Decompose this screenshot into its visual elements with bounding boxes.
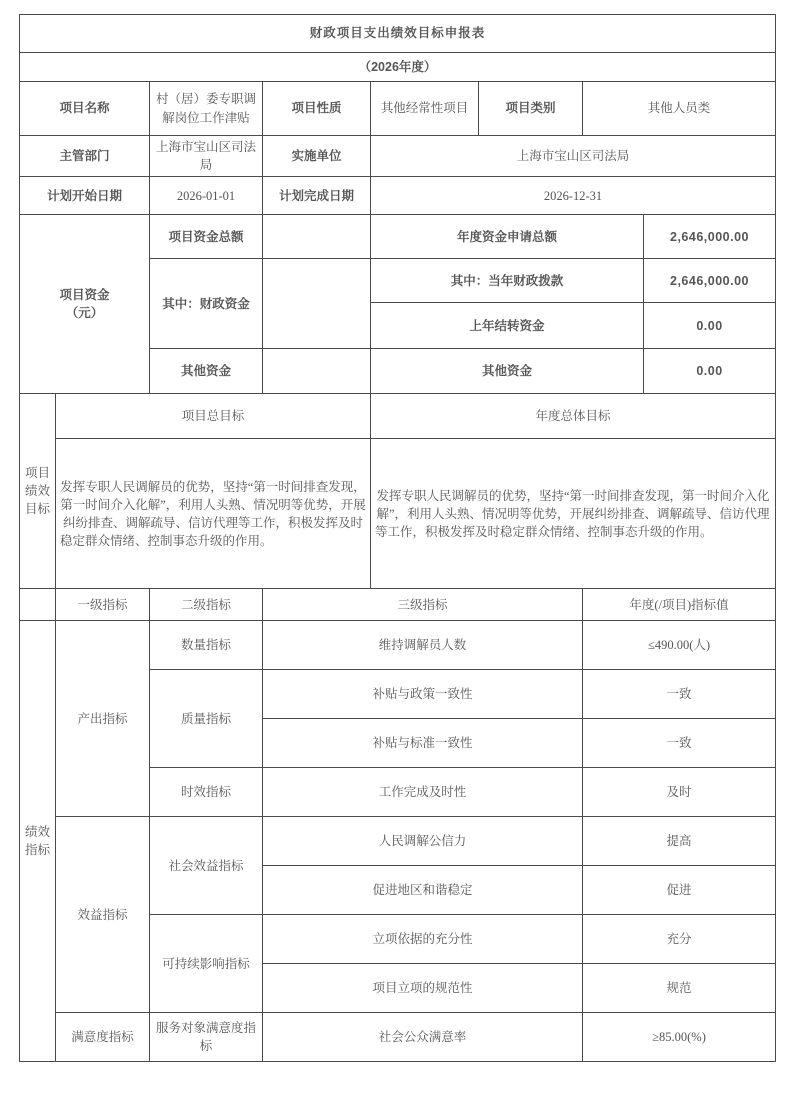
current-year-appropriation-label: 其中：当年财政拨款: [371, 259, 644, 303]
indicator-level3: 促进地区和谐稳定: [263, 866, 583, 915]
fiscal-funds-value: [263, 259, 371, 349]
title-row: [20, 15, 776, 53]
funding-total-row: [20, 215, 776, 259]
funding-total-value: [263, 215, 371, 259]
indicator-level3: 补贴与政策一致性: [263, 670, 583, 719]
indicator-level3: 人民调解公信力: [263, 817, 583, 866]
indicator-value: 一致: [583, 670, 776, 719]
indicator-level3: 社会公众满意率: [263, 1013, 583, 1062]
indicator-side-spacer: [20, 589, 56, 621]
annual-goal-header: 年度总体目标: [371, 394, 776, 439]
annual-request-label: 年度资金申请总额: [371, 215, 644, 259]
indicator-level2: 质量指标: [150, 670, 263, 768]
planned-end-value: 2026-12-31: [371, 177, 776, 215]
project-nature-label: 项目性质: [263, 82, 371, 136]
project-category-label: 项目类别: [479, 82, 583, 136]
funding-section-label-line2: （元）: [65, 306, 104, 321]
indicator-value: 提高: [583, 817, 776, 866]
supervising-dept-label: 主管部门: [20, 136, 150, 177]
indicator-level3: 立项依据的充分性: [263, 915, 583, 964]
carryover-label: 上年结转资金: [371, 303, 644, 349]
indicator-row: [20, 817, 776, 866]
goal-header-row: [20, 394, 776, 439]
indicator-level2: 可持续影响指标: [150, 915, 263, 1013]
indicator-value: 规范: [583, 964, 776, 1013]
project-nature-value: 其他经常性项目: [371, 82, 479, 136]
indicator-value: 一致: [583, 719, 776, 768]
indicator-level3: 维持调解员人数: [263, 621, 583, 670]
performance-goals-side-label: 项目绩效目标: [20, 394, 56, 589]
page-subtitle: （2026年度）: [20, 53, 776, 82]
indicator-header-level3: 三级指标: [263, 589, 583, 621]
indicator-row: [20, 621, 776, 670]
indicator-level1: 效益指标: [56, 817, 150, 1013]
planned-start-value: 2026-01-01: [150, 177, 263, 215]
indicator-level3: 项目立项的规范性: [263, 964, 583, 1013]
planned-date-row: [20, 177, 776, 215]
indicator-level1: 产出指标: [56, 621, 150, 817]
indicator-level2: 数量指标: [150, 621, 263, 670]
project-name-row: [20, 82, 776, 136]
annual-goal-text: 发挥专职人民调解员的优势，坚持“第一时间排查发现，第一时间介入化解”，利用人头熟、情况明等优势，开展纠纷排查、调解疏导、信访代理等工作，积极发挥及时稳定群众情绪、控制事态升级的作用。: [371, 439, 776, 589]
goal-text-row: [20, 439, 776, 589]
indicator-level3: 工作完成及时性: [263, 768, 583, 817]
other-funds-value: [263, 349, 371, 394]
carryover-value: 0.00: [644, 303, 776, 349]
other-funds-value-right: 0.00: [644, 349, 776, 394]
annual-request-value: 2,646,000.00: [644, 215, 776, 259]
supervising-dept-row: [20, 136, 776, 177]
implementing-unit-value: 上海市宝山区司法局: [371, 136, 776, 177]
indicator-header-level1: 一级指标: [56, 589, 150, 621]
indicator-value: ≥85.00(%): [583, 1013, 776, 1062]
supervising-dept-value: 上海市宝山区司法局: [150, 136, 263, 177]
other-funds-label: 其他资金: [150, 349, 263, 394]
indicator-body: [20, 621, 776, 1062]
indicator-value: 及时: [583, 768, 776, 817]
planned-end-label: 计划完成日期: [263, 177, 371, 215]
indicator-value: 促进: [583, 866, 776, 915]
indicator-level1: 满意度指标: [56, 1013, 150, 1062]
indicator-level2: 时效指标: [150, 768, 263, 817]
indicator-level3: 补贴与标准一致性: [263, 719, 583, 768]
indicator-header-value: 年度(/项目)指标值: [583, 589, 776, 621]
page-title: 财政项目支出绩效目标申报表: [20, 15, 776, 53]
indicators-side-label: 绩效指标: [20, 621, 56, 1062]
funding-total-label: 项目资金总额: [150, 215, 263, 259]
funding-section-label-line1: 项目资金: [59, 288, 110, 303]
overall-goal-header: 项目总目标: [56, 394, 371, 439]
current-year-appropriation-value: 2,646,000.00: [644, 259, 776, 303]
project-category-value: 其他人员类: [583, 82, 776, 136]
fiscal-funds-label: 其中：财政资金: [150, 259, 263, 349]
indicator-value: ≤490.00(人): [583, 621, 776, 670]
budget-performance-form: [19, 14, 776, 1062]
subtitle-row: [20, 53, 776, 82]
implementing-unit-label: 实施单位: [263, 136, 371, 177]
funding-section-label: [20, 215, 150, 394]
indicator-header-row: [20, 589, 776, 621]
planned-start-label: 计划开始日期: [20, 177, 150, 215]
indicator-level2: 社会效益指标: [150, 817, 263, 915]
indicator-row: [20, 1013, 776, 1062]
indicator-level2: 服务对象满意度指标: [150, 1013, 263, 1062]
overall-goal-text: 发挥专职人民调解员的优势，坚持“第一时间排查发现，第一时间介入化解”，利用人头熟、情况明等优势，开展纠纷排查、调解疏导、信访代理等工作，积极发挥及时稳定群众情绪、控制事态升级的作用。: [56, 439, 371, 589]
project-name-value: 村（居）委专职调解岗位工作津贴: [150, 82, 263, 136]
other-funds-label-right: 其他资金: [371, 349, 644, 394]
indicator-value: 充分: [583, 915, 776, 964]
project-name-label: 项目名称: [20, 82, 150, 136]
indicator-header-level2: 二级指标: [150, 589, 263, 621]
